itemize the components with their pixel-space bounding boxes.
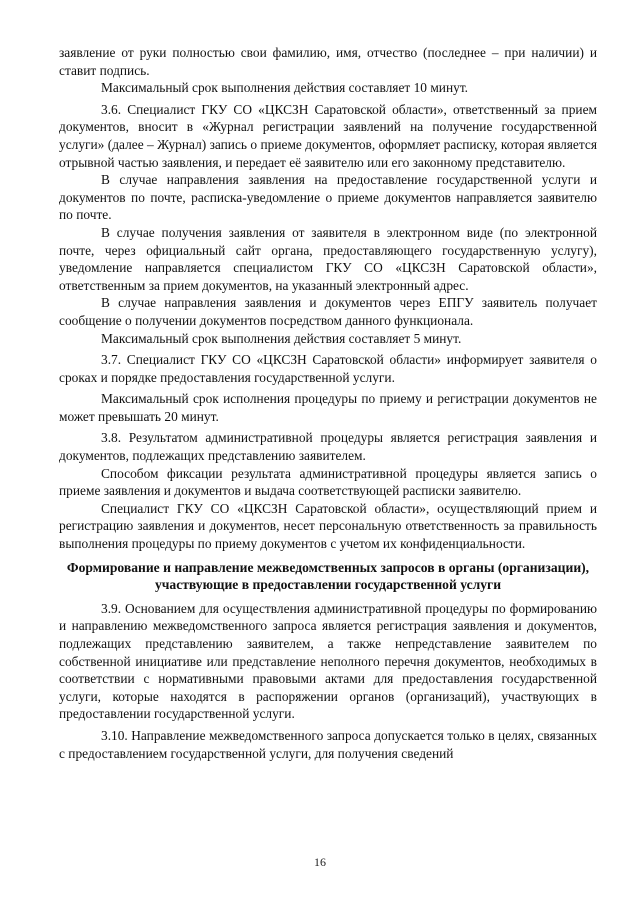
paragraph-fixation: Способом фиксации результата административной процедуры является запись о приеме заявления и документов и выдача соответствующей расписки заявителю. bbox=[59, 465, 597, 499]
paragraph-3-10: 3.10. Направление межведомственного запроса допускается только в целях, связанных с предоставлением государственной услуги, для получения сведений bbox=[59, 727, 597, 761]
section-heading: Формирование и направление межведомственных запросов в органы (организации), участвующие в предоставлении государственной услуги bbox=[66, 559, 590, 593]
paragraph-epgu: В случае направления заявления и документов через ЕПГУ заявитель получает сообщение о получении документов посредством данного функционала. bbox=[59, 295, 597, 328]
paragraph-3-6: 3.6. Специалист ГКУ СО «ЦКСЗН Саратовской области», ответственный за прием документов, вносит в «Журнал регистрации заявлений на получение государственной услуги» (далее – Журнал) запись о приеме документов, оформляет расписку, которая является отрывной частью заявления, и передает её заявителю или его законному представителю. bbox=[59, 101, 597, 170]
paragraph-3-7: 3.7. Специалист ГКУ СО «ЦКСЗН Саратовской области» информирует заявителя о сроках и порядке предоставления государственной услуги. bbox=[59, 352, 597, 385]
paragraph-3-9: 3.9. Основанием для осуществления административной процедуры по формированию и направлению межведомственного запроса является регистрация заявления и документов, подлежащих представлению заявителем, а также непредставление заявителем по собственной инициативе или представление неполного перечня документов, необходимых в соответствии с нормативными правовыми актами для предоставления государственной услуги, которые находятся в распоряжении органов (организаций), участвующих в предоставлении государственной услуги. bbox=[59, 600, 597, 722]
paragraph-mail: В случае направления заявления на предоставление государственной услуги и документов по почте, расписка-уведомление о приеме документов направляется заявителю по почте. bbox=[59, 172, 597, 223]
document-page bbox=[59, 44, 597, 762]
paragraph-max-time-20: Максимальный срок исполнения процедуры по приему и регистрации документов не может превышать 20 минут. bbox=[59, 391, 597, 424]
paragraph-max-time-10: Максимальный срок выполнения действия составляет 10 минут. bbox=[101, 80, 469, 96]
paragraph-responsibility: Специалист ГКУ СО «ЦКСЗН Саратовской области», осуществляющий прием и регистрацию заявления и документов, несет персональную ответственность за правильность выполнения процедуры по приему документов с учетом их конфиденциальности. bbox=[59, 500, 597, 552]
page-number: 16 bbox=[314, 855, 326, 869]
paragraph-max-time-5: Максимальный срок выполнения действия составляет 5 минут. bbox=[101, 330, 462, 346]
paragraph-3-8: 3.8. Результатом административной процедуры является регистрация заявления и документов, подлежащих представлению заявителем. bbox=[59, 430, 597, 464]
paragraph-electronic: В случае получения заявления от заявителя в электронном виде (по электронной почте, через официальный сайт органа, предоставляющего государственную услугу), уведомление направляется специалистом ГКУ СО «ЦКСЗН Саратовской области», ответственным за прием документов, на указанный электронный адрес. bbox=[59, 224, 597, 293]
paragraph-continuation: заявление от руки полностью свои фамилию, имя, отчество (последнее – при наличии) и ставит подпись. bbox=[59, 45, 597, 78]
